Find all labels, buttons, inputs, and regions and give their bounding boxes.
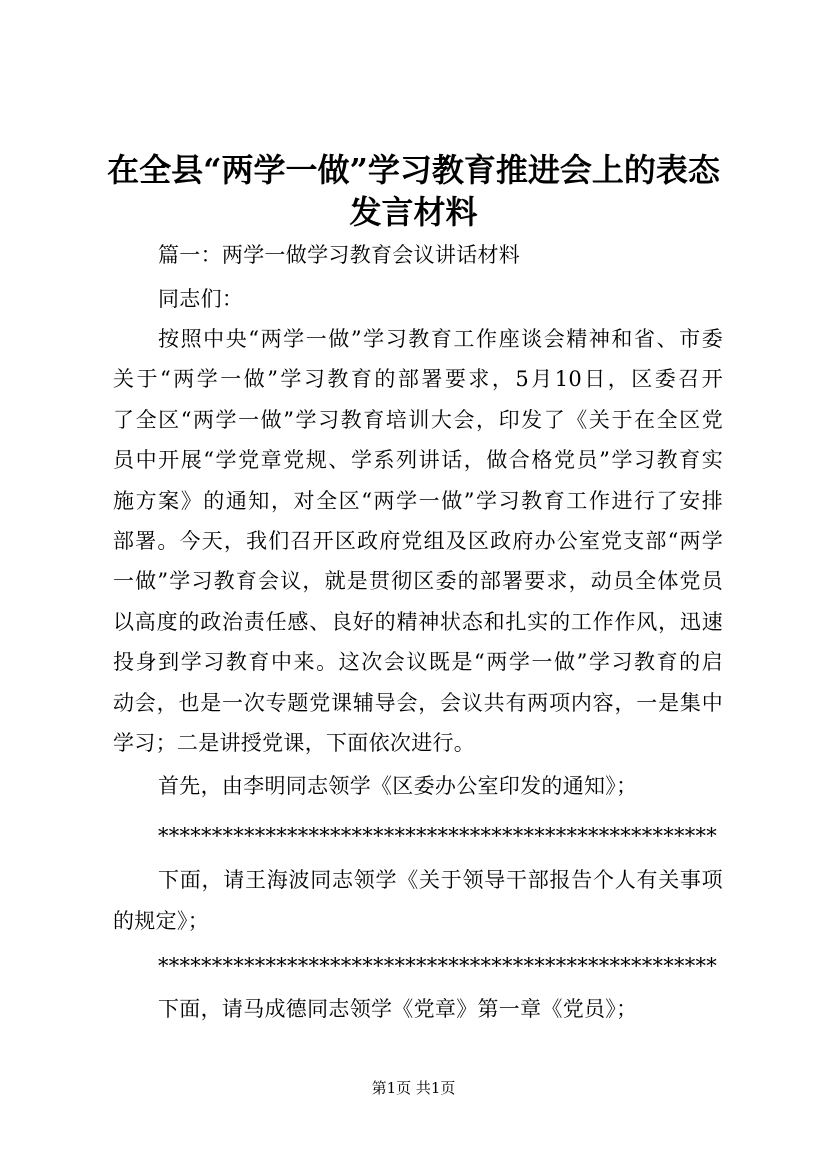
agenda-item-3: 下面，请马成德同志领学《党章》第一章《党员》； xyxy=(158,997,638,1021)
paragraph-line: 员中开展“学党章党规、学系列讲话，做合格党员”学习教育实 xyxy=(113,448,723,472)
agenda-item-2-line-2: 的规定》； xyxy=(113,909,209,933)
paragraph-line: 按照中央“两学一做”学习教育工作座谈会精神和省、市委 xyxy=(158,327,723,351)
paragraph-line: 学习；二是讲授党课，下面依次进行。 xyxy=(113,731,476,755)
agenda-item-1: 首先，由李明同志领学《区委办公室印发的通知》； xyxy=(158,774,638,798)
paragraph-line: 部署。今天，我们召开区政府党组及区政府办公室党支部“两学 xyxy=(113,529,723,553)
paragraph-line: 施方案》的通知，对全区“两学一做”学习教育工作进行了安排 xyxy=(113,489,723,513)
paragraph-line: 关于“两学一做”学习教育的部署要求，5月10日，区委召开 xyxy=(113,367,723,391)
document-title-line-2: 发言材料 xyxy=(349,193,478,231)
subtitle: 篇一：两学一做学习教育会议讲话材料 xyxy=(158,243,521,267)
agenda-item-2-line-1: 下面，请王海波同志领学《关于领导干部报告个人有关事项 xyxy=(158,868,723,892)
paragraph-line: 一做”学习教育会议，就是贯彻区委的部署要求，动员全体党员 xyxy=(113,569,723,593)
greeting: 同志们： xyxy=(158,287,244,311)
paragraph-line: 了全区“两学一做”学习教育培训大会，印发了《关于在全区党 xyxy=(113,408,723,432)
separator-2: **************************************************** xyxy=(158,954,717,978)
page-footer: 第1页 共1页 xyxy=(371,1079,456,1097)
document-title-line-1: 在全县“两学一做”学习教育推进会上的表态 xyxy=(107,151,720,189)
paragraph-line: 动会，也是一次专题党课辅导会，会议共有两项内容，一是集中 xyxy=(113,691,723,715)
paragraph-line: 投身到学习教育中来。这次会议既是“两学一做”学习教育的启 xyxy=(113,650,723,674)
paragraph-line: 以高度的政治责任感、良好的精神状态和扎实的工作作风，迅速 xyxy=(113,610,723,634)
separator-1: **************************************************** xyxy=(158,824,717,848)
